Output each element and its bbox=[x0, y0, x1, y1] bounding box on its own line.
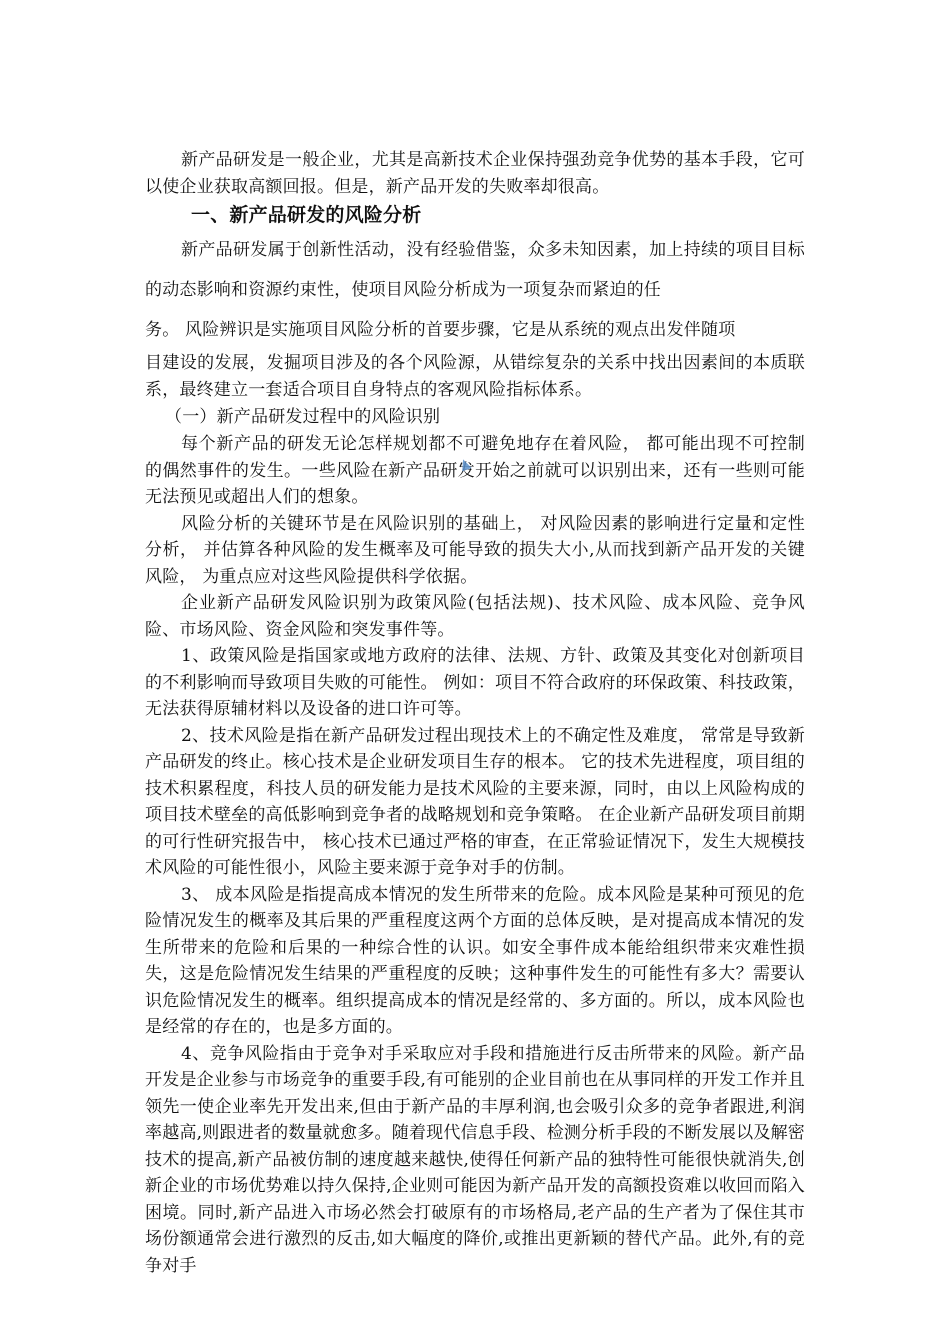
paragraph-text: 1、政策风险是指国家或地方政府的法律、法规、方针、政策及其变化对创新项目的不利影响而导致项目失败的可能性。 例如：项目不符合政府的环保政策、科技政策，无法获得原辅材料以及设备的进口许可等。 bbox=[145, 646, 805, 719]
paragraph-text: 每个新产品的研发无论怎样规划都不可避免地存在着风险， 都可能出现不可控制的偶然事件的发生。一些风险在新产品研发开始之前就可以识别出来，还有一些则可能无法预见或超出人们的想象。 bbox=[145, 434, 805, 507]
document-page bbox=[145, 147, 805, 1279]
paragraph-text: 2、技术风险是指在新产品研发过程出现技术上的不确定性及难度， 常常是导致新产品研发的终止。核心技术是企业研发项目生存的根本。 它的技术先进程度，项目组的技术积累程度，科技人员的研发能力是技术风险的主要来源，同时，由以上风险构成的项目技术壁垒的高低影响到竞争者的战略规划和竞争策略。 在企业新产品研发项目前期的可行性研究报告中， 核心技术已通过严格的审查，在正常验证情况下，发生大规模技术风险的可能性很小，风险主要来源于竞争对手的仿制。 bbox=[145, 725, 805, 878]
section-heading: 一、新产品研发的风险分析 bbox=[191, 204, 422, 226]
paragraph-text: 3、 成本风险是指提高成本情况的发生所带来的危险。成本风险是某种可预见的危险情况发生的概率及其后果的严重程度这两个方面的总体反映，是对提高成本情况的发生所带来的危险和后果的一种综合性的认识。如安全事件成本能给组织带来灾难性损失，这是危险情况发生结果的严重程度的反映；这种事件发生的可能性有多大？需要认识危险情况发生的概率。组织提高成本的情况是经常的、多方面的。所以，成本风险也是经常的存在的，也是多方面的。 bbox=[145, 884, 805, 1037]
paragraph-text: 目建设的发展，发掘项目涉及的各个风险源，从错综复杂的关系中找出因素间的本质联系，最终建立一套适合项目自身特点的客观风险指标体系。 bbox=[145, 353, 805, 400]
paragraph-text: 企业新产品研发风险识别为政策风险(包括法规)、技术风险、成本风险、竞争风险、市场风险、资金风险和突发事件等。 bbox=[145, 593, 805, 640]
intro-paragraph: 新产品研发是一般企业，尤其是高新技术企业保持强劲竞争优势的基本手段，它可以使企业获取高额回报。但是，新产品开发的失败率却很高。 bbox=[145, 150, 805, 197]
paragraph-text: 风险分析的关键环节是在风险识别的基础上， 对风险因素的影响进行定量和定性分析， 并估算各种风险的发生概率及可能导致的损失大小,从而找到新产品开发的关键风险， 为重点应对这些风险提供科学依据。 bbox=[145, 513, 805, 587]
paragraph-text: 务。 风险辨识是实施项目风险分析的首要步骤，它是从系统的观点出发伴随项 bbox=[145, 320, 736, 340]
paragraph-text: 4、竞争风险指由于竞争对手采取应对手段和措施进行反击所带来的风险。新产品开发是企业参与市场竞争的重要手段,有可能别的企业目前也在从事同样的开发工作并且领先一使企业率先开发出来,但由于新产品的丰厚利润,也会吸引众多的竞争者跟进,利润率越高,则跟进者的数量就愈多。随着现代信息手段、检测分析手段的不断发展以及解密技术的提高,新产品被仿制的速度越来越快,使得任何新产品的独特性可能很快就消失,创新企业的市场优势难以持久保持,企业则可能因为新产品开发的高额投资难以收回而陷入困境。同时,新产品进入市场必然会打破原有的市场格局,老产品的生产者为了保住其市场份额通常会进行激烈的反击,如大幅度的降价,或推出更新颖的替代产品。此外,有的竞争对手 bbox=[145, 1043, 805, 1276]
subsection-heading: （一）新产品研发过程中的风险识别 bbox=[165, 407, 441, 427]
paragraph-text: 新产品研发属于创新性活动，没有经验借鉴，众多未知因素，加上持续的项目目标的动态影响和资源约束性，使项目风险分析成为一项复杂而紧迫的任 bbox=[145, 240, 805, 300]
